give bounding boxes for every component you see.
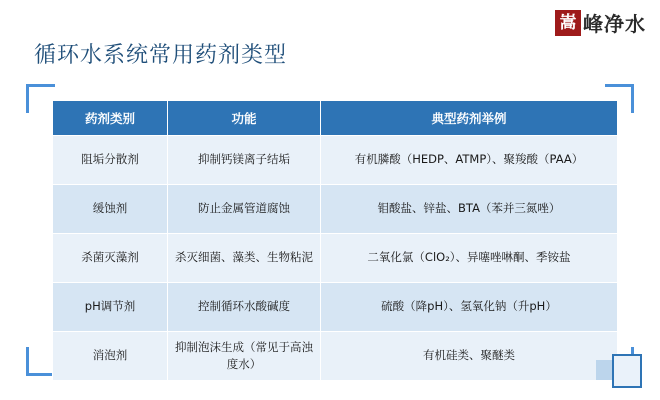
cell-category: 阻垢分散剂: [53, 136, 168, 185]
cell-examples: 硫酸（降pH）、氢氧化钠（升pH）: [321, 283, 618, 332]
decorative-squares: [596, 354, 642, 388]
logo-mark-icon: 嵩: [555, 10, 581, 36]
frame-corner-top-left: [26, 84, 55, 113]
brand-logo: [555, 8, 646, 37]
table-row: [53, 136, 618, 185]
cell-function: 抑制泡沫生成（常见于高浊度水）: [168, 332, 321, 381]
cell-examples: 钼酸盐、锌盐、BTA（苯并三氮唑）: [321, 185, 618, 234]
cell-function: 控制循环水酸碱度: [168, 283, 321, 332]
table-row: [53, 234, 618, 283]
drug-type-table-container: [52, 100, 608, 381]
table-header-row: [53, 101, 618, 136]
frame-corner-bottom-left: [26, 347, 55, 376]
cell-function: 抑制钙镁离子结垢: [168, 136, 321, 185]
table-header: [53, 101, 618, 136]
column-header-function: 功能: [168, 101, 321, 136]
cell-category: 杀菌灭藻剂: [53, 234, 168, 283]
cell-category: 缓蚀剂: [53, 185, 168, 234]
table-row: [53, 283, 618, 332]
logo-text: 峰净水: [583, 12, 646, 36]
table-row: [53, 185, 618, 234]
cell-category: pH调节剂: [53, 283, 168, 332]
table-row: [53, 332, 618, 381]
page-title: 循环水系统常用药剂类型: [34, 43, 288, 68]
decorative-square-outline: [612, 354, 642, 388]
cell-examples: 有机硅类、聚醚类: [321, 332, 618, 381]
column-header-examples: 典型药剂举例: [321, 101, 618, 136]
table-body: [53, 136, 618, 381]
cell-category: 消泡剂: [53, 332, 168, 381]
cell-function: 防止金属管道腐蚀: [168, 185, 321, 234]
cell-examples: 二氧化氯（ClO₂）、异噻唑啉酮、季铵盐: [321, 234, 618, 283]
cell-examples: 有机膦酸（HEDP、ATMP）、聚羧酸（PAA）: [321, 136, 618, 185]
column-header-category: 药剂类别: [53, 101, 168, 136]
cell-function: 杀灭细菌、藻类、生物粘泥: [168, 234, 321, 283]
drug-type-table: [52, 100, 618, 381]
